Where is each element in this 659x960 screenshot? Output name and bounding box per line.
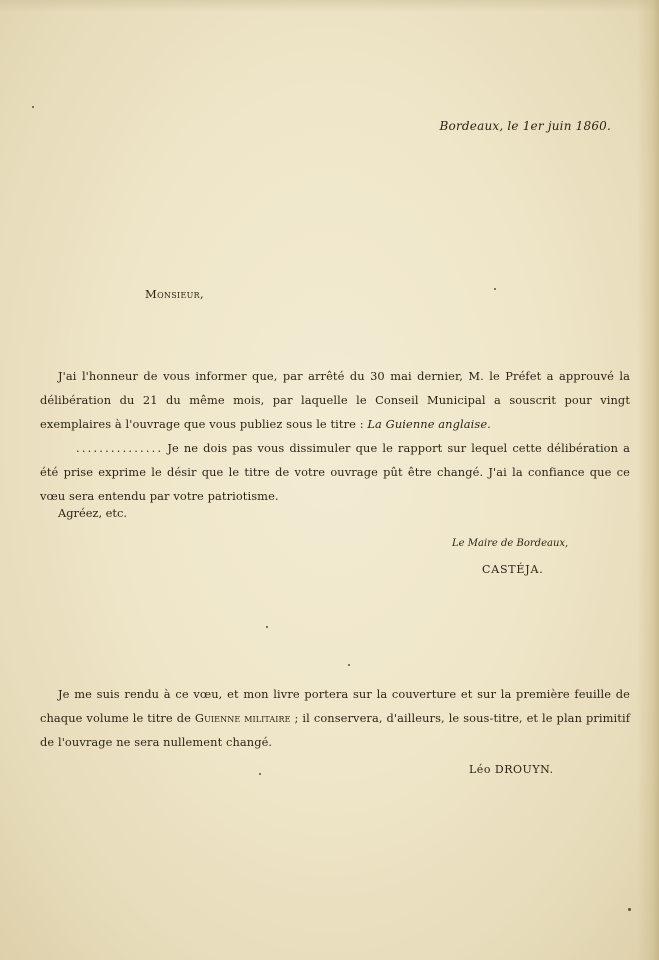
paper-speck <box>259 773 261 775</box>
letter-paragraph-1-text: J'ai l'honneur de vous informer que, par arrêté du 30 mai dernier, M. le Préfet a approuvé la délibération du 21 du même mois, par laquelle le Conseil Municipal a souscrit pour vingt exemplaires à l'ouvrage que vous publiez sous le titre : <box>40 369 630 431</box>
letter-paragraph-1 <box>40 364 630 436</box>
closing-formula: Agréez, etc. <box>58 506 128 520</box>
dateline: Bordeaux, le 1er juin 1860. <box>439 119 611 133</box>
paper-speck <box>494 288 496 290</box>
salutation: Monsieur, <box>145 287 204 301</box>
paper-speck <box>266 626 268 628</box>
ellipsis: ............... <box>76 441 164 455</box>
letter-paragraph-2 <box>40 436 630 508</box>
page-top-edge <box>0 0 659 12</box>
new-work-title: Guienne militaire <box>194 711 291 725</box>
reply-text-b: ; il conservera, d'ailleurs, le sous-titre, et le plan primitif de l'ouvrage ne sera nullement changé. <box>40 711 631 749</box>
reply-text-a: Je me suis rendu à ce vœu, et mon livre portera sur la couverture et sur la première feuille de chaque volume le titre de <box>40 687 630 725</box>
page-spine-shadow <box>637 0 659 960</box>
paper-speck <box>348 664 350 666</box>
author-signature: Léo DROUYN. <box>469 763 554 776</box>
paper-speck <box>628 908 631 911</box>
paper-speck <box>32 106 34 108</box>
letter-paragraph-2-text: Je ne dois pas vous dissimuler que le rapport sur lequel cette délibération a été prise exprime le désir que le titre de votre ouvrage pût être changé. J'ai la confiance que ce vœu sera entendu par votre patriotisme. <box>40 441 630 503</box>
reply-paragraph <box>40 682 630 754</box>
mayor-title: Le Maire de Bordeaux, <box>452 538 569 549</box>
work-title: La Guienne anglaise. <box>367 417 491 431</box>
mayor-name: CASTÉJA. <box>482 563 544 576</box>
